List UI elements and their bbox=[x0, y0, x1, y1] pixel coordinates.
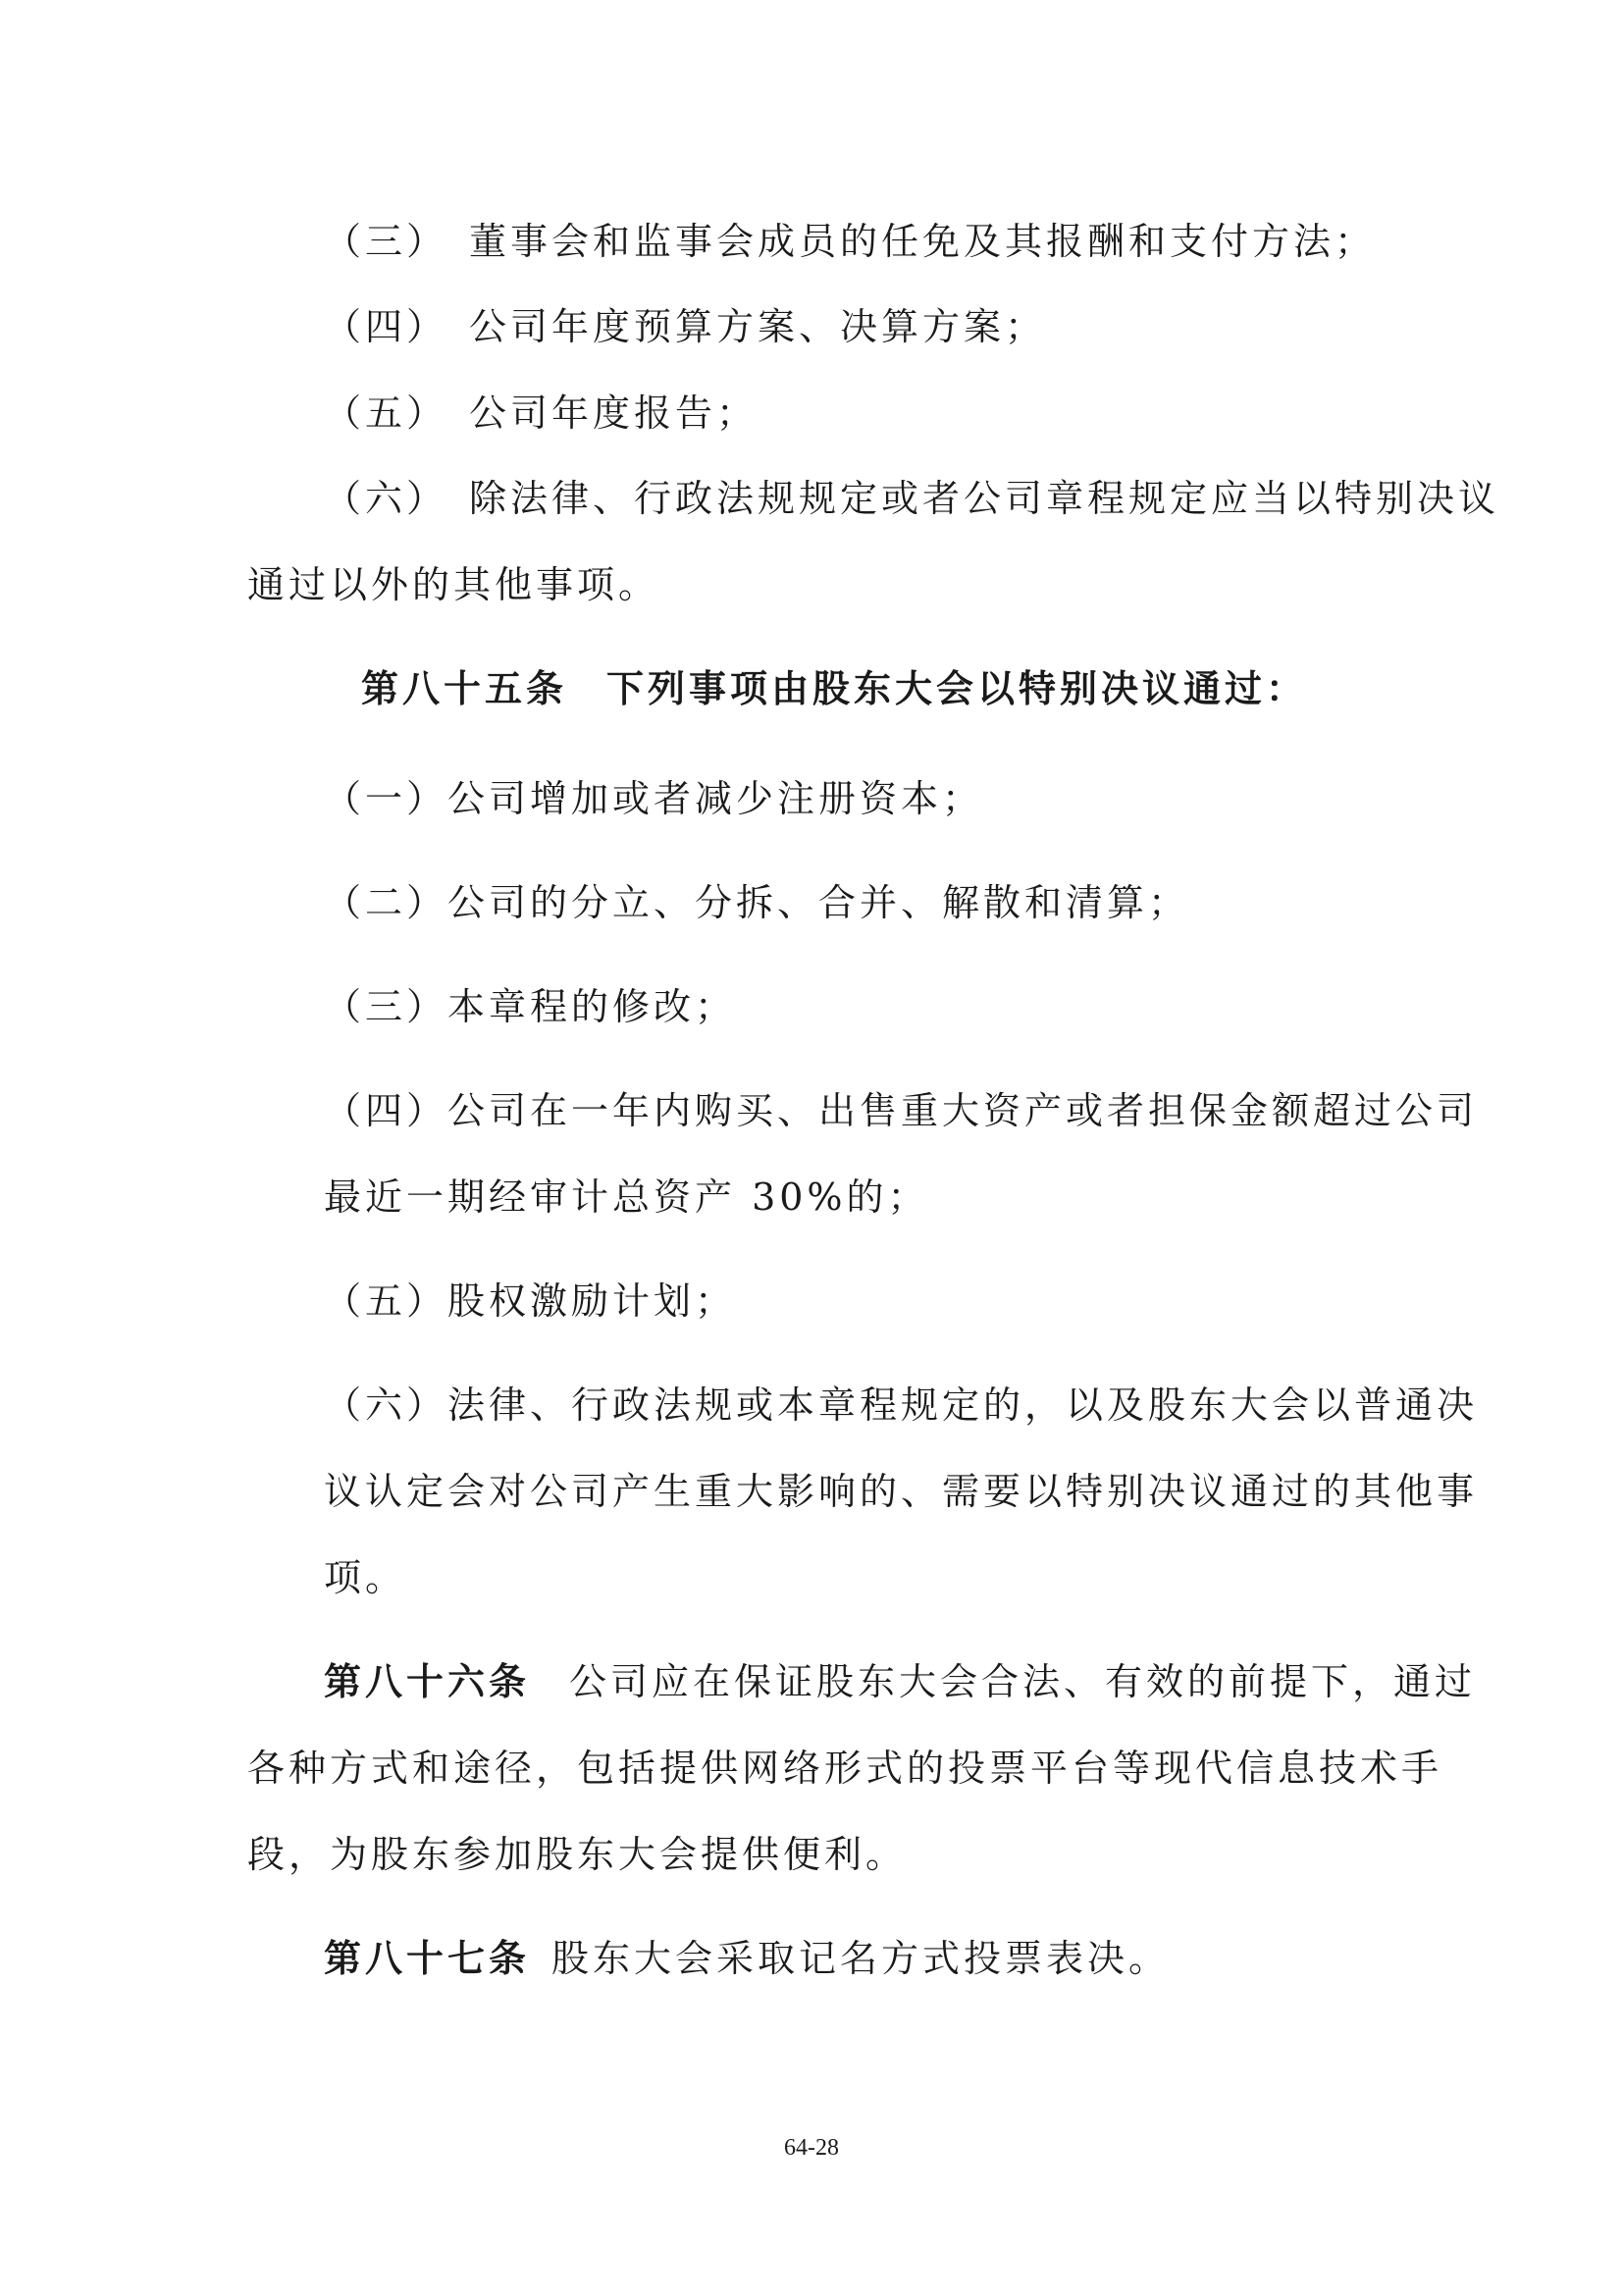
article-85-item-6-line1 bbox=[324, 1382, 1479, 1429]
item-text: 公司增加或者减少注册资本； bbox=[447, 777, 984, 820]
item-text: 股权激励计划； bbox=[447, 1279, 737, 1323]
item-number: （六） bbox=[324, 477, 448, 520]
item-text: 除法律、行政法规规定或者公司章程规定应当以特别决议 bbox=[469, 477, 1500, 520]
article-number: 第八十六条 bbox=[324, 1659, 531, 1703]
prev-item-6-line1 bbox=[324, 475, 1500, 522]
article-text: 股东大会采取记名方式投票表决。 bbox=[551, 1937, 1171, 1980]
article-85-item-1 bbox=[324, 775, 983, 822]
article-number: 第八十七条 bbox=[324, 1936, 531, 1980]
article-85-item-4-line2 bbox=[324, 1174, 929, 1221]
page-number: 64-28 bbox=[784, 2135, 839, 2161]
item-text-continued: 项。 bbox=[324, 1556, 407, 1599]
article-85-item-6-line2 bbox=[324, 1468, 1479, 1515]
item-text: 本章程的修改； bbox=[447, 985, 737, 1028]
article-85-item-2 bbox=[324, 879, 1189, 926]
article-text: 公司应在保证股东大会合法、有效的前提下，通过 bbox=[569, 1660, 1477, 1703]
item-text: 董事会和监事会成员的任免及其报酬和支付方法； bbox=[469, 220, 1377, 263]
article-text-continued: 段，为股东参加股东大会提供便利。 bbox=[247, 1833, 908, 1876]
article-85-heading bbox=[361, 665, 1307, 712]
item-number: （三） bbox=[324, 220, 448, 263]
item-number: （六） bbox=[324, 1383, 448, 1427]
item-text-continued: 议认定会对公司产生重大影响的、需要以特别决议通过的其他事 bbox=[324, 1470, 1479, 1513]
article-number: 第八十五条 bbox=[361, 666, 568, 710]
article-title: 下列事项由股东大会以特别决议通过： bbox=[606, 666, 1308, 710]
article-86-line3 bbox=[247, 1831, 907, 1878]
item-number: （五） bbox=[324, 391, 448, 435]
article-87 bbox=[324, 1935, 1170, 1982]
prev-item-5 bbox=[324, 390, 758, 437]
article-86-line2 bbox=[247, 1745, 1443, 1792]
prev-item-4 bbox=[324, 303, 1046, 350]
item-number: （一） bbox=[324, 777, 448, 820]
article-85-item-3 bbox=[324, 983, 736, 1030]
article-85-item-6-line3 bbox=[324, 1554, 406, 1601]
prev-item-3 bbox=[324, 218, 1376, 265]
item-number: （四） bbox=[324, 1089, 448, 1132]
article-85-item-5 bbox=[324, 1278, 736, 1325]
article-86-line1 bbox=[324, 1658, 1477, 1705]
item-text: 公司的分立、分拆、合并、解散和清算； bbox=[447, 881, 1190, 924]
prev-item-6-line2 bbox=[247, 561, 659, 608]
article-85-item-4-line1 bbox=[324, 1087, 1479, 1134]
article-text-continued: 各种方式和途径，包括提供网络形式的投票平台等现代信息技术手 bbox=[247, 1747, 1443, 1790]
item-text-continued: 最近一期经审计总资产 30%的； bbox=[324, 1175, 929, 1219]
item-number: （三） bbox=[324, 985, 448, 1028]
item-text: 公司在一年内购买、出售重大资产或者担保金额超过公司 bbox=[447, 1089, 1479, 1132]
item-text: 法律、行政法规或本章程规定的，以及股东大会以普通决 bbox=[447, 1383, 1479, 1427]
item-text: 公司年度预算方案、决算方案； bbox=[469, 305, 1047, 348]
item-number: （五） bbox=[324, 1279, 448, 1323]
item-number: （四） bbox=[324, 305, 448, 348]
item-number: （二） bbox=[324, 881, 448, 924]
item-text: 公司年度报告； bbox=[469, 391, 759, 435]
item-text-continued: 通过以外的其他事项。 bbox=[247, 563, 660, 606]
